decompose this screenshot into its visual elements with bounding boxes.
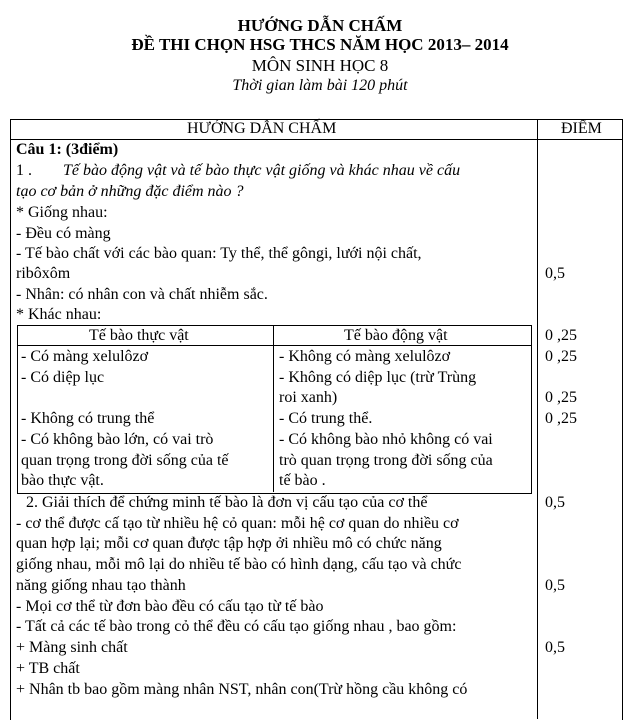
animal-cell-item: - Có trung thể. [279, 410, 373, 427]
differences-heading: * Khác nhau: [16, 306, 102, 323]
column-divider [537, 119, 538, 719]
plant-cell-item: bào thực vật. [21, 472, 104, 489]
similarity-item: - Đều có màng [16, 225, 111, 242]
comparison-divider [273, 325, 274, 492]
answer-line: - Tất cả các tế bào trong cỏ thể đều có cấu tạo giống nhau , bao gồm: [16, 618, 457, 635]
answer-line: + TB chất [16, 660, 80, 677]
answer-line: - Mọi cơ thể từ đơn bào đều có cấu tạo từ tế bào [16, 598, 324, 615]
col-header-score: ĐIỂM [561, 120, 602, 137]
animal-cell-item: - Không có diệp lục (trừ Trùng [279, 369, 477, 386]
answer-line: + Màng sinh chất [16, 639, 128, 656]
exam-title: ĐỀ THI CHỌN HSG THCS NĂM HỌC 2013– 2014 [131, 35, 509, 54]
plant-cell-item: - Có không bào lớn, có vai trò [21, 431, 214, 448]
score-value: 0,5 [545, 639, 565, 656]
question-2-prompt: 2. Giải thích để chứng minh tế bào là đơn vị cấu tạo của cơ thể [26, 494, 428, 511]
animal-cell-item: tế bào . [279, 472, 326, 489]
similarity-item: - Tế bào chất với các bào quan: Ty thể, thể gôngi, lưới nội chất, [16, 245, 422, 262]
similarities-heading: * Giống nhau: [16, 204, 108, 221]
score-value: 0,5 [545, 265, 565, 282]
score-value: 0 ,25 [545, 389, 577, 406]
similarity-item: - Nhân: có nhân con và chất nhiễm sắc. [16, 286, 268, 303]
score-value: 0,5 [545, 494, 565, 511]
animal-cell-item: - Không có màng xelulôzơ [279, 348, 451, 365]
answer-line: năng giống nhau tạo thành [16, 577, 186, 594]
question-1-title: Câu 1: (3điểm) [16, 141, 119, 158]
similarity-item: ribôxôm [16, 265, 71, 282]
plant-cell-item: - Có màng xelulôzơ [21, 348, 149, 365]
score-value: 0,5 [545, 577, 565, 594]
answer-line: giống nhau, mỗi mô lại do nhiều tế bào có hình dạng, cấu tạo và chức [16, 556, 462, 573]
question-1-prompt-b: tạo cơ bản ở những đặc điểm nào ? [16, 183, 244, 200]
comparison-head-plant: Tế bào thực vật [89, 327, 189, 344]
plant-cell-item: - Không có trung thể [21, 410, 155, 427]
col-header-guide: HƯỚNG DẪN CHẤM [187, 120, 337, 137]
answer-line: - cơ thể được cấ tạo từ nhiều hệ cỏ quan: mỗi hệ cơ quan do nhiều cơ [16, 515, 459, 532]
answer-line: quan hợp lại; mỗi cơ quan được tập hợp ởi nhiều mô có chức năng [16, 535, 442, 552]
question-1-prompt-a: Tế bào động vật và tế bào thực vật giống và khác nhau về cấu [63, 162, 461, 179]
score-value: 0 ,25 [545, 410, 577, 427]
animal-cell-item: trò quan trọng trong đời sống của [279, 452, 493, 469]
score-value: 0 ,25 [545, 348, 577, 365]
exam-duration: Thời gian làm bài 120 phút [232, 77, 408, 94]
animal-cell-item: - Có không bào nhỏ không có vai [279, 431, 493, 448]
doc-title: HƯỚNG DẪN CHẤM [237, 16, 403, 35]
subject-title: MÔN SINH HỌC 8 [251, 56, 389, 75]
score-value: 0 ,25 [545, 327, 577, 344]
animal-cell-item: roi xanh) [279, 389, 338, 406]
comparison-head-animal: Tế bào động vật [344, 327, 448, 344]
plant-cell-item: - Có diệp lục [21, 369, 105, 386]
plant-cell-item: quan trọng trong đời sống của tế [21, 452, 229, 469]
question-1-number: 1 . [16, 162, 32, 179]
answer-line: + Nhân tb bao gồm màng nhân NST, nhân con(Trừ hồng cầu không có [16, 681, 468, 698]
